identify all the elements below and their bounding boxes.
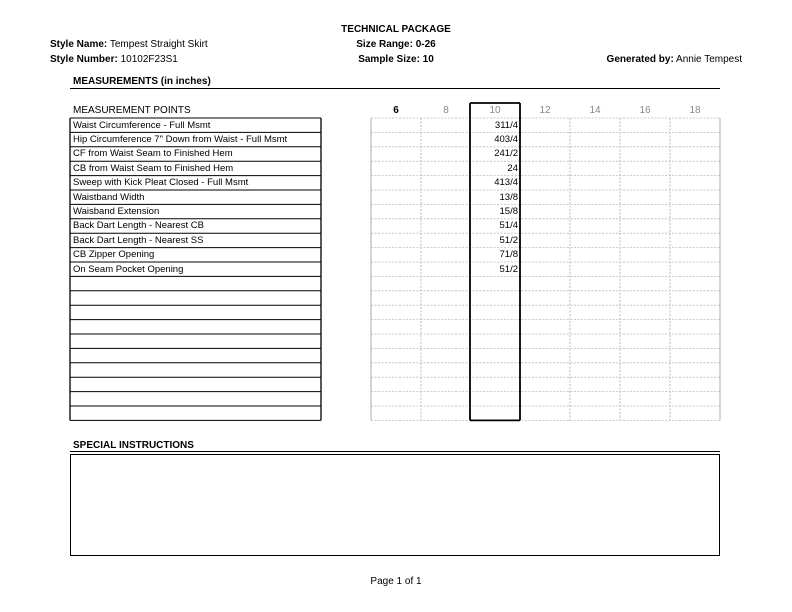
measurement-point: CB from Waist Seam to Finished Hem [73,162,234,174]
measurement-point: On Seam Pocket Opening [73,263,184,275]
measurement-point: CF from Waist Seam to Finished Hem [73,148,233,160]
size-10-value: 15/8 [499,205,518,217]
special-instructions-title: SPECIAL INSTRUCTIONS [73,440,194,451]
special-divider [70,451,720,452]
size-header-16: 16 [639,105,651,116]
size-header-14: 14 [589,105,601,116]
size-range: Size Range: 0-26 [356,39,436,50]
size-header-6: 6 [393,105,399,116]
size-10-value: 51/2 [499,263,518,275]
measurement-point: Back Dart Length - Nearest SS [73,234,204,246]
style-number-value: 10102F23S1 [120,54,178,65]
measurement-point: Waisband Extension [73,205,160,217]
size-10-value: 403/4 [494,133,518,145]
page-number: Page 1 of 1 [370,576,422,587]
size-10-value: 413/4 [494,177,518,189]
size-header-12: 12 [539,105,551,116]
sample-size: Sample Size: 10 [358,54,434,65]
size-10-value: 24 [507,162,518,174]
measurement-point: Back Dart Length - Nearest CB [73,220,204,232]
size-10-value: 51/2 [499,234,518,246]
measurement-points-header: MEASUREMENT POINTS [73,105,191,116]
style-number-label: Style Number: [50,54,118,65]
size-header-10: 10 [489,105,501,116]
size-10-value: 71/8 [499,249,518,261]
page-title: TECHNICAL PACKAGE [341,24,451,35]
measurement-point: Hip Circumference 7" Down from Waist - Full Msmt [73,133,288,145]
size-header-8: 8 [443,105,449,116]
size-10-value: 13/8 [499,191,518,203]
measurement-point: Waist Circumference - Full Msmt [73,119,211,131]
special-instructions-box[interactable] [70,454,720,556]
generated-by-label: Generated by: [606,54,674,65]
style-name-label: Style Name: [50,39,108,50]
measurement-point: Sweep with Kick Pleat Closed - Full Msmt [73,177,249,189]
size-10-value: 51/4 [499,220,518,232]
measurements-title: MEASUREMENTS (in inches) [73,76,211,87]
measurement-point: Waistband Width [73,191,145,203]
style-name-value: Tempest Straight Skirt [109,39,208,50]
measurement-point: CB Zipper Opening [73,249,155,261]
size-10-value: 311/4 [494,119,518,131]
generated-by-value: Annie Tempest [676,54,742,65]
size-10-value: 241/2 [494,148,518,160]
size-header-18: 18 [689,105,701,116]
